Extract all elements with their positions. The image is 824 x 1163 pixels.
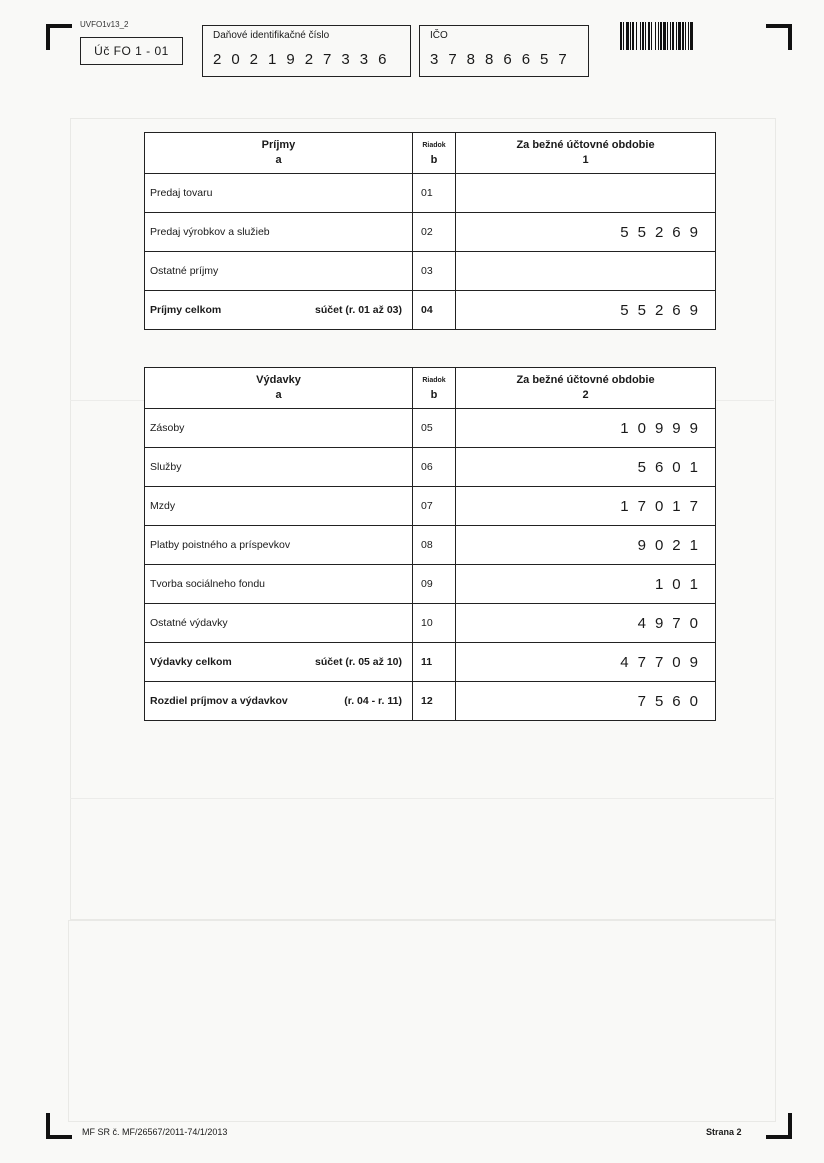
table-row	[145, 604, 716, 643]
expense-col-a-header	[145, 368, 413, 409]
expense-col-2-header	[456, 368, 716, 409]
row-number: 05	[413, 409, 456, 448]
row-label: Predaj výrobkov a služieb	[145, 213, 413, 252]
bleed-through-box	[68, 920, 776, 1122]
row-amount-field[interactable]: 4970	[456, 604, 716, 643]
row-note: súčet (r. 01 až 03)	[315, 304, 402, 316]
row-label: Služby	[145, 448, 413, 487]
form-version-code: UVFO1v13_2	[80, 20, 129, 29]
table-row	[145, 252, 716, 291]
row-number: 02	[413, 213, 456, 252]
row-amount-field[interactable]: 101	[456, 565, 716, 604]
row-number: 10	[413, 604, 456, 643]
row-number: 09	[413, 565, 456, 604]
row-amount-field[interactable]: 10999	[456, 409, 716, 448]
document-type-box: Úč FO 1 - 01	[80, 37, 183, 65]
row-number: 04	[413, 291, 456, 330]
row-number: 12	[413, 682, 456, 721]
row-label: Ostatné príjmy	[145, 252, 413, 291]
registration-mark-bottom-right	[766, 1113, 792, 1139]
dic-label: Daňové identifikačné číslo	[213, 30, 330, 41]
ico-value: 37886657	[430, 51, 577, 68]
table-row	[145, 213, 716, 252]
row-number: 11	[413, 643, 456, 682]
row-amount-field[interactable]: 47709	[456, 643, 716, 682]
row-amount-field[interactable]: 5601	[456, 448, 716, 487]
expense-table-header	[145, 368, 716, 409]
row-label-cell	[145, 682, 413, 721]
row-label: Ostatné výdavky	[145, 604, 413, 643]
table-row	[145, 565, 716, 604]
income-col-1-header	[456, 133, 716, 174]
expense-col-a-sub: a	[275, 389, 282, 401]
row-number: 07	[413, 487, 456, 526]
row-label: Tvorba sociálneho fondu	[145, 565, 413, 604]
table-row	[145, 526, 716, 565]
row-label: Predaj tovaru	[145, 174, 413, 213]
row-number: 03	[413, 252, 456, 291]
row-label: Platby poistného a príspevkov	[145, 526, 413, 565]
difference-row	[145, 682, 716, 721]
ico-box	[419, 25, 589, 77]
income-col-a-title: Príjmy	[261, 139, 296, 151]
income-col-b-header	[413, 133, 456, 174]
row-amount-field[interactable]: 9021	[456, 526, 716, 565]
expense-col-b-sub: b	[430, 389, 438, 401]
expense-col-2-title: Za bežné účtovné obdobie	[516, 374, 655, 386]
row-number: 01	[413, 174, 456, 213]
registration-mark-top-left	[46, 24, 72, 50]
row-note: (r. 04 - r. 11)	[344, 695, 402, 707]
expense-col-b-header	[413, 368, 456, 409]
row-amount-field[interactable]: 7560	[456, 682, 716, 721]
row-label: Mzdy	[145, 487, 413, 526]
table-row	[145, 409, 716, 448]
row-label: Výdavky celkom	[150, 656, 232, 668]
dic-box	[202, 25, 411, 77]
expense-col-a-title: Výdavky	[256, 374, 301, 386]
row-amount-field[interactable]	[456, 174, 716, 213]
expense-col-b-title: Riadok	[422, 377, 446, 384]
registration-mark-top-right	[766, 24, 792, 50]
income-table	[144, 132, 716, 330]
row-label-cell	[145, 643, 413, 682]
expense-table	[144, 367, 716, 721]
row-number: 08	[413, 526, 456, 565]
row-amount-field[interactable]: 17017	[456, 487, 716, 526]
dic-value: 2021927336	[213, 51, 397, 68]
income-col-a-header	[145, 133, 413, 174]
table-row	[145, 174, 716, 213]
row-label: Zásoby	[145, 409, 413, 448]
row-amount-field[interactable]: 55269	[456, 213, 716, 252]
income-table-header	[145, 133, 716, 174]
row-number: 06	[413, 448, 456, 487]
barcode	[620, 22, 742, 50]
ico-label: IČO	[430, 30, 448, 41]
barcode-bar	[693, 22, 694, 50]
expense-col-2-sub: 2	[582, 389, 589, 401]
row-amount-field[interactable]	[456, 252, 716, 291]
row-label: Rozdiel príjmov a výdavkov	[150, 695, 288, 707]
table-row	[145, 448, 716, 487]
bleed-through-line	[70, 798, 774, 799]
row-label: Príjmy celkom	[150, 304, 222, 316]
total-row	[145, 643, 716, 682]
registration-mark-bottom-left	[46, 1113, 72, 1139]
income-col-b-sub: b	[430, 154, 438, 166]
income-col-1-sub: 1	[582, 154, 589, 166]
income-col-a-sub: a	[275, 154, 282, 166]
total-row	[145, 291, 716, 330]
row-amount-field[interactable]: 55269	[456, 291, 716, 330]
ministry-reference: MF SR č. MF/26567/2011-74/1/2013	[82, 1127, 228, 1137]
income-col-b-title: Riadok	[422, 142, 446, 149]
row-label-cell	[145, 291, 413, 330]
table-row	[145, 487, 716, 526]
row-note: súčet (r. 05 až 10)	[315, 656, 402, 668]
income-col-1-title: Za bežné účtovné obdobie	[516, 139, 655, 151]
page-number: Strana 2	[706, 1127, 742, 1137]
